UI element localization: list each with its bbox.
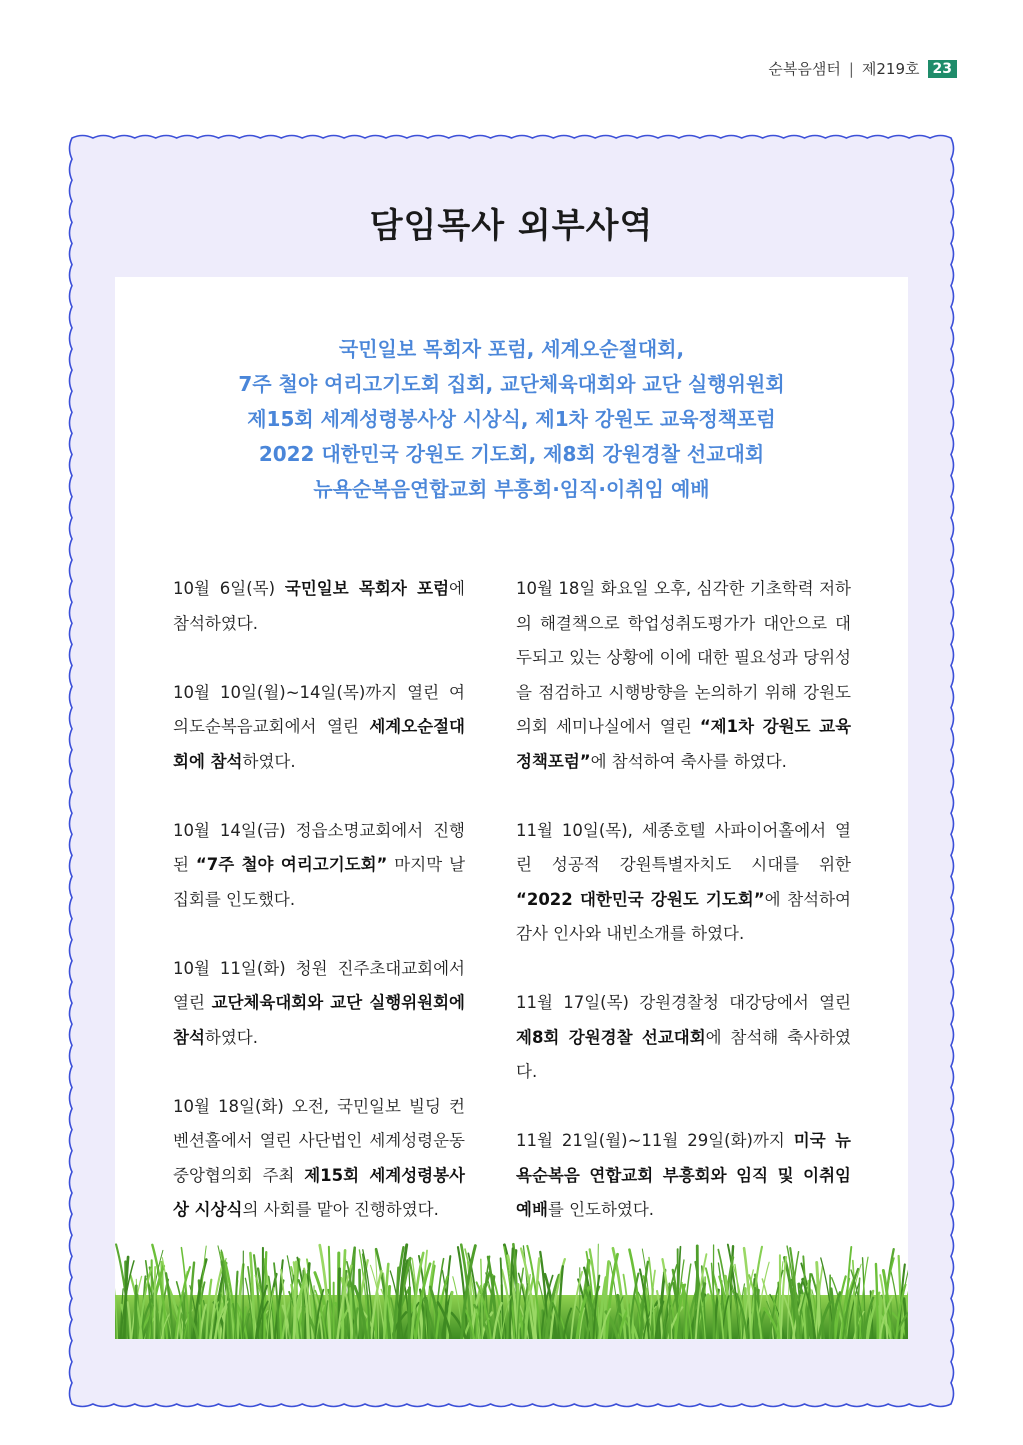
paragraph: 10월 18일(화) 오전, 국민일보 빌딩 컨벤션홀에서 열린 사단법인 세계성령운동중앙협의회 주최 제15회 세계성령봉사상 시상식의 사회를 맡아 진행하였다. [173, 1096, 465, 1219]
page-number-badge: 23 [928, 60, 957, 78]
paragraph: 10월 10일(월)~14일(목)까지 열린 여의도순복음교회에서 열린 세계오순절대회에 참석하였다. [173, 682, 465, 771]
grass-decoration [115, 1240, 908, 1339]
left-column [173, 572, 465, 1262]
paragraph: 10월 14일(금) 정읍소명교회에서 진행된 “7주 철야 여리고기도회” 마지막 날 집회를 인도했다. [173, 820, 466, 909]
subtitle-line: 제15회 세계성령봉사상 시상식, 제1차 강원도 교육정책포럼 [247, 407, 776, 431]
subtitle-line: 2022 대한민국 강원도 기도회, 제8회 강원경찰 선교대회 [258, 442, 765, 466]
issue-number: 제219호 [861, 60, 920, 78]
publication-name: 순복음샘터 [768, 60, 841, 78]
paragraph: 11월 10일(목), 세종호텔 사파이어홀에서 열린 성공적 강원특별자치도 시대를 위한 “2022 대한민국 강원도 기도회”에 참석하여 감사 인사와 내빈소개를 하였다. [516, 820, 851, 943]
paragraph: 10월 18일 화요일 오후, 심각한 기초학력 저하의 해결책으로 학업성취도평가가 대안으로 대두되고 있는 상황에 이에 대한 필요성과 당위성을 점검하고 시행방향을 논의하기 위해 강원도 의회 세미나실에서 열린 “제1차 강원도 교육정책포럼”에 참석하여 축사를 하였다. [516, 579, 852, 771]
header-separator: | [848, 59, 854, 78]
page-header [768, 58, 957, 79]
paragraph: 11월 17일(목) 강원경찰청 대강당에서 열린 제8회 강원경찰 선교대회에 참석해 축사하였다. [516, 993, 851, 1081]
page-title: 담임목사 외부사역 [369, 206, 654, 246]
subtitle-line: 국민일보 목회자 포럼, 세계오순절대회, [338, 337, 685, 361]
subtitle-line: 뉴욕순복음연합교회 부흥회·임직·이취임 예배 [313, 477, 710, 501]
paragraph: 10월 6일(목) 국민일보 목회자 포럼에 참석하였다. [173, 579, 465, 633]
subtitle-line: 7주 철야 여리고기도회 집회, 교단체육대회와 교단 실행위원회 [238, 372, 785, 396]
right-column [516, 572, 851, 1262]
paragraph: 10월 11일(화) 청원 진주초대교회에서 열린 교단체육대회와 교단 실행위원회에 참석하였다. [173, 958, 466, 1047]
paragraph: 11월 21일(월)~11월 29일(화)까지 미국 뉴욕순복음 연합교회 부흥회와 임직 및 이취임 예배를 인도하였다. [516, 1131, 851, 1219]
subtitle-block [115, 332, 908, 507]
